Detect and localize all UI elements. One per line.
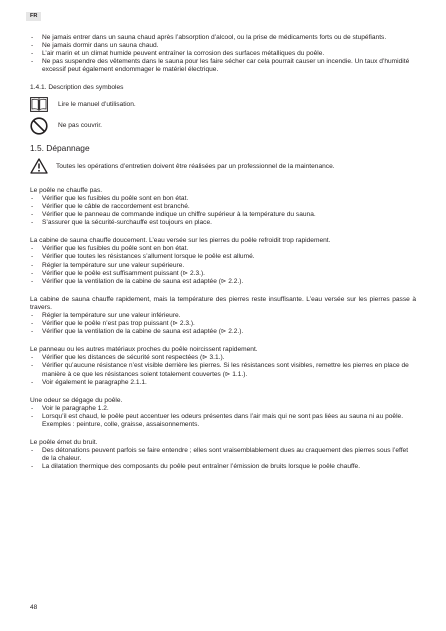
symbol-label-no-cover: Ne pas couvrir. [58, 121, 102, 129]
problem-title: La cabine de sauna chauffe rapidement, mais la température des pierres reste insuffisante. L’eau versée sur les pierres passe à travers. [30, 295, 416, 311]
list-item: - Vérifier que les fusibles du poêle sont en bon état. [30, 245, 416, 253]
list-item: - L’air marin et un climat humide peuvent entraîner la corrosion des surfaces métalliques du poêle. [30, 50, 416, 58]
problem-checklist [30, 245, 416, 285]
open-book-icon [30, 96, 48, 114]
list-item: - Lorsqu’il est chaud, le poêle peut accentuer les odeurs présentes dans l’air mais qui ne sont pas liées au sauna ni au poêle. Exemples : peinture, colle, graisse, assaisonnements. [30, 413, 416, 429]
list-item: - Vérifier que le poêle n’est pas trop puissant (⊳ 2.3.). [30, 320, 416, 328]
list-item: - S’assurer que la sécurité-surchauffe est toujours en place. [30, 219, 416, 227]
problem-checklist [30, 354, 416, 386]
list-item: - Vérifier que la ventilation de la cabine de sauna est adaptée (⊳ 2.2.). [30, 278, 416, 286]
problem-checklist [30, 312, 416, 336]
list-item: - Ne jamais entrer dans un sauna chaud après l’absorption d’alcool, ou la prise de médicaments forts ou de stupéfiants. [30, 34, 416, 42]
page-number: 48 [30, 604, 38, 611]
page-body [30, 34, 416, 471]
list-item: - Voir le paragraphe 1.2. [30, 405, 416, 413]
problem-block [30, 397, 416, 429]
list-item: - Des détonations peuvent parfois se faire entendre ; elles sont vraisemblablement dues au craquement des pierres sous l’effet de la chaleur. [30, 447, 416, 463]
list-item: - Vérifier que le panneau de commande indique un chiffre supérieur à la température du sauna. [30, 211, 416, 219]
problem-block [30, 296, 416, 336]
problem-title: La cabine de sauna chauffe doucement. L’eau versée sur les pierres du poêle refroidit trop rapidement. [30, 237, 331, 245]
list-item: - Vérifier que toutes les résistances s’allument lorsque le poêle est allumé. [30, 253, 416, 261]
warning-triangle-icon [30, 158, 48, 177]
list-item: - Vérifier que les fusibles du poêle sont en bon état. [30, 195, 416, 203]
list-item: - Vérifier que le câble de raccordement est branché. [30, 203, 416, 211]
list-item: - Régler la température sur une valeur inférieure. [30, 312, 416, 320]
problem-title: Le poêle émet du bruit. [30, 439, 98, 447]
symbols-heading: 1.4.1. Description des symboles [30, 84, 124, 92]
problem-checklist [30, 447, 416, 471]
symbol-row-manual [30, 96, 416, 114]
list-item: - Ne jamais dormir dans un sauna chaud. [30, 42, 416, 50]
symbol-label-manual: Lire le manuel d’utilisation. [58, 100, 136, 108]
intro-bullet-list [30, 34, 416, 74]
list-item: - Régler la température sur une valeur supérieure. [30, 262, 416, 270]
problem-checklist [30, 405, 416, 429]
list-item: - Vérifier que la ventilation de la cabine de sauna est adaptée (⊳ 2.2.). [30, 328, 416, 336]
list-item: - Ne pas suspendre des vêtements dans le sauna pour les faire sécher car cela pourrait causer un incendie. Un taux d’humidité excessif peut également endommager le matériel électrique. [30, 58, 416, 74]
troubleshooting-heading: 1.5. Dépannage [30, 142, 90, 153]
problem-block [30, 439, 416, 471]
warning-row [30, 158, 416, 177]
problem-title: Le panneau ou les autres matériaux proches du poêle noircissent rapidement. [30, 346, 258, 354]
list-item: - La dilatation thermique des composants du poêle peut entraîner l’émission de bruits lorsque le poêle chauffe. [30, 463, 416, 471]
warning-text: Toutes les opérations d’entretien doivent être réalisées par un professionnel de la maintenance. [56, 163, 335, 171]
symbol-row-no-cover [30, 117, 416, 135]
list-item: - Vérifier qu’aucune résistance n’est visible derrière les pierres. Si les résistances sont visibles, remettre les pierres en place de manière à ce que les résistances soient totalement couvertes (⊳ 1.1.). [30, 362, 416, 378]
list-item: - Vérifier que le poêle est suffisamment puissant (⊳ 2.3.). [30, 270, 416, 278]
list-item: - Voir également le paragraphe 2.1.1. [30, 379, 416, 387]
problem-block [30, 237, 416, 286]
problem-title: Une odeur se dégage du poêle. [30, 396, 123, 404]
language-badge: FR [26, 12, 41, 21]
problem-block [30, 187, 416, 227]
problem-title: Le poêle ne chauffe pas. [30, 186, 103, 194]
problem-block [30, 346, 416, 386]
no-cover-icon [30, 117, 48, 135]
list-item: - Vérifier que les distances de sécurité sont respectées (⊳ 3.1.). [30, 354, 416, 362]
problem-checklist [30, 195, 416, 227]
